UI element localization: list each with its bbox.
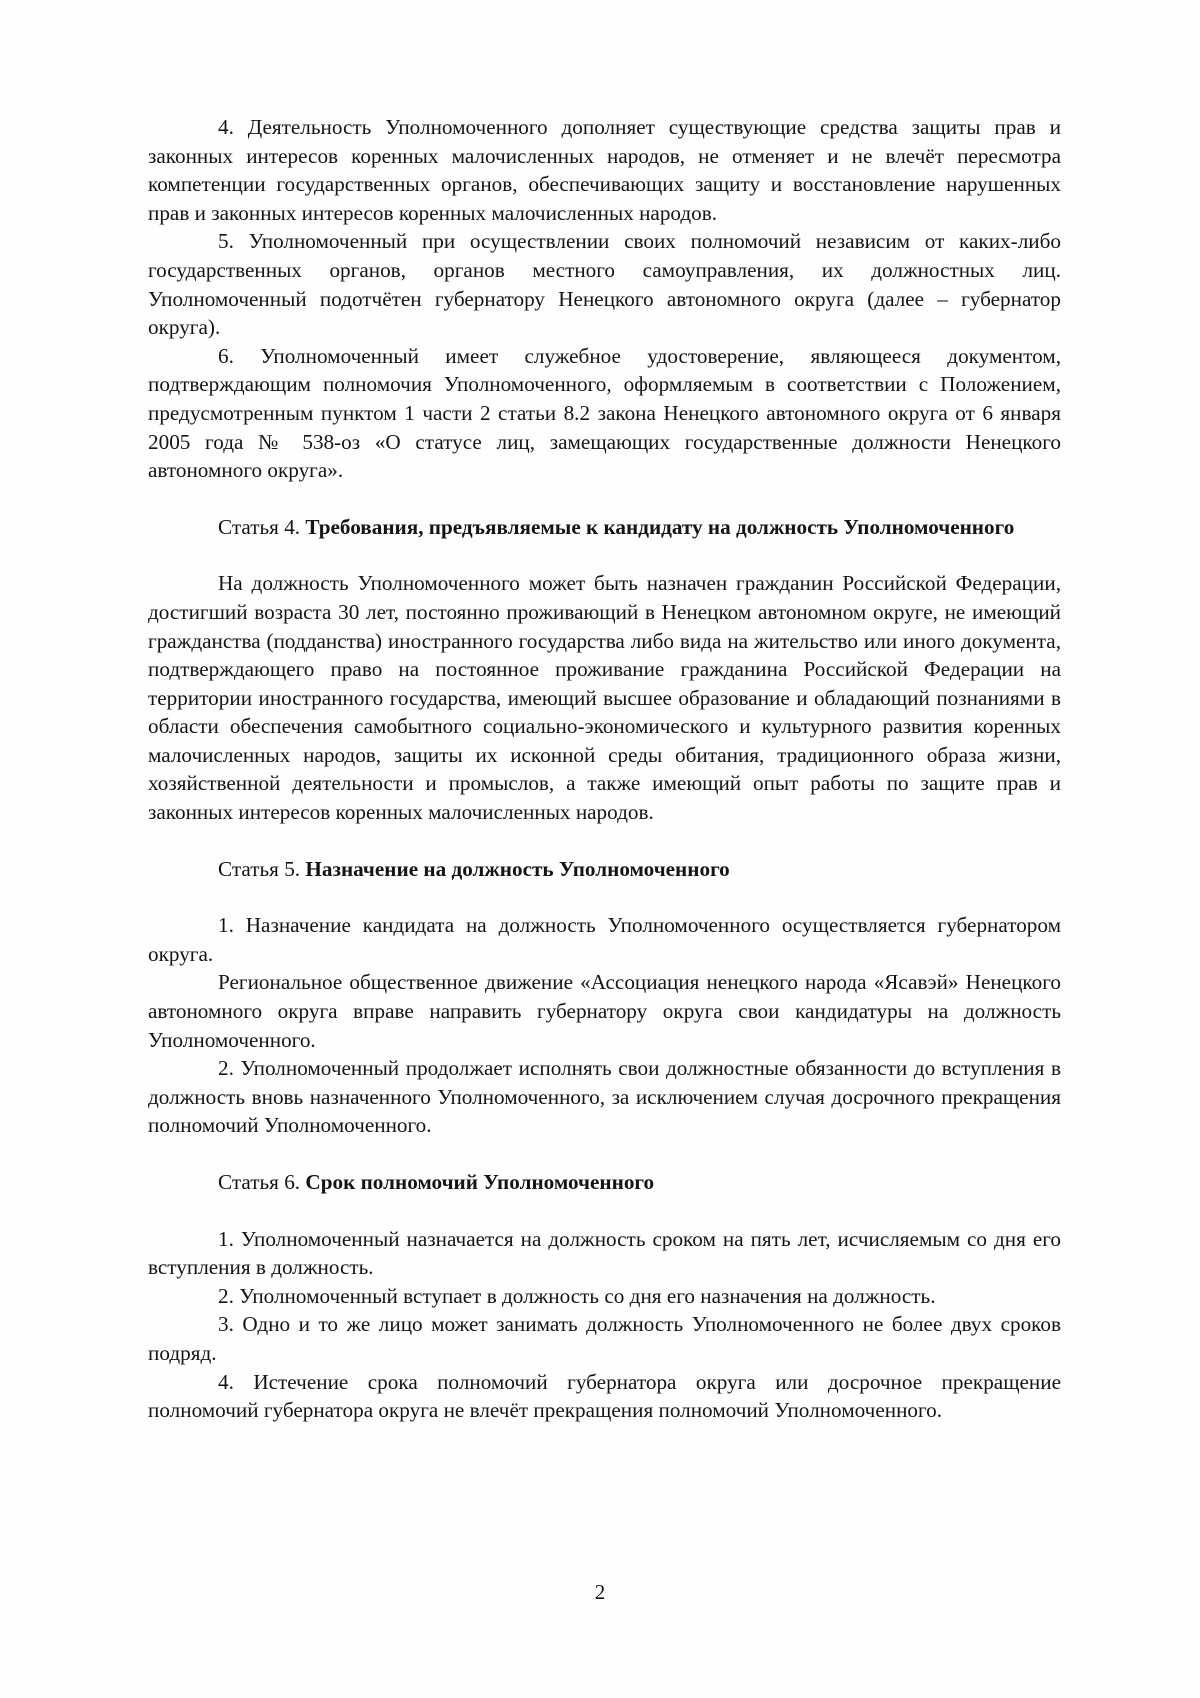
- article-5-paragraph-2: Региональное общественное движение «Ассоциация ненецкого народа «Ясавэй» Ненецкого автономного округа вправе направить губернатору округа свои кандидатуры на должность Уполномоченного.: [148, 970, 1061, 1052]
- article-4-heading: [148, 513, 1061, 542]
- article-5-paragraph-1: 1. Назначение кандидата на должность Уполномоченного осуществляется губернатором округа.: [148, 913, 1061, 966]
- article-6-paragraph-1: 1. Уполномоченный назначается на должность сроком на пять лет, исчисляемым со дня его вступления в должность.: [148, 1226, 1061, 1280]
- article-6-title: Срок полномочий Уполномоченного: [305, 1170, 655, 1194]
- article-6-paragraph-3: 3. Одно и то же лицо может занимать должность Уполномоченного не более двух сроков подряд.: [148, 1312, 1061, 1365]
- article-4-prefix: Статья 4.: [218, 514, 301, 539]
- article-5-title: Назначение на должность Уполномоченного: [305, 856, 730, 881]
- document-body: [148, 113, 1061, 1425]
- page-number: 2: [594, 1580, 606, 1604]
- article-6-paragraph-4: 4. Истечение срока полномочий губернатора округа или досрочное прекращение полномочий губернатора округа не влечёт прекращения полномочий Уполномоченного.: [148, 1369, 1061, 1423]
- article-6-paragraph-2: 2. Уполномоченный вступает в должность со дня его назначения на должность.: [218, 1283, 936, 1308]
- article-5-heading: [148, 855, 1061, 884]
- article-5-prefix: Статья 5.: [218, 856, 301, 881]
- article-6-prefix: Статья 6.: [218, 1170, 301, 1194]
- article-4-title: Требования, предъявляемые к кандидату на должность Уполномоченного: [305, 514, 1015, 539]
- article-6-heading: [148, 1168, 1061, 1197]
- paragraph-art3-item6: 6. Уполномоченный имеет служебное удостоверение, являющееся документом, подтверждающим полномочия Уполномоченного, оформляемым в соответствии с Положением, предусмотренным пунктом 1 части 2 статьи 8.2 закона Ненецкого автономного округа от 6 января 2005 года № 538-оз «О статусе лиц, замещающих государственные должности Ненецкого автономного округа».: [148, 343, 1061, 483]
- article-4-paragraph: На должность Уполномоченного может быть назначен гражданин Российской Федерации, достигший возраста 30 лет, постоянно проживающий в Ненецком автономном округе, не имеющий гражданства (подданства) иностранного государства либо вида на жительство или иного документа, подтверждающего право на постоянное проживание гражданина Российской Федерации на территории иностранного государства, имеющий высшее образование и обладающий познаниями в области обеспечения самобытного социально-экономического и культурного развития коренных малочисленных народов, защиты их исконной среды обитания, традиционного образа жизни, хозяйственной деятельности и промыслов, а также имеющий опыт работы по защите прав и законных интересов коренных малочисленных народов.: [148, 571, 1061, 825]
- article-5-paragraph-3: 2. Уполномоченный продолжает исполнять свои должностные обязанности до вступления в должность вновь назначенного Уполномоченного, за исключением случая досрочного прекращения полномочий Уполномоченного.: [148, 1056, 1061, 1138]
- paragraph-art3-item4: 4. Деятельность Уполномоченного дополняет существующие средства защиты прав и законных интересов коренных малочисленных народов, не отменяет и не влечёт пересмотра компетенции государственных органов, обеспечивающих защиту и восстановление нарушенных прав и законных интересов коренных малочисленных народов.: [148, 115, 1061, 225]
- paragraph-art3-item5: 5. Уполномоченный при осуществлении своих полномочий независим от каких-либо государственных органов, органов местного самоуправления, их должностных лиц. Уполномоченный подотчётен губернатору Ненецкого автономного округа (далее – губернатор округа).: [148, 229, 1061, 340]
